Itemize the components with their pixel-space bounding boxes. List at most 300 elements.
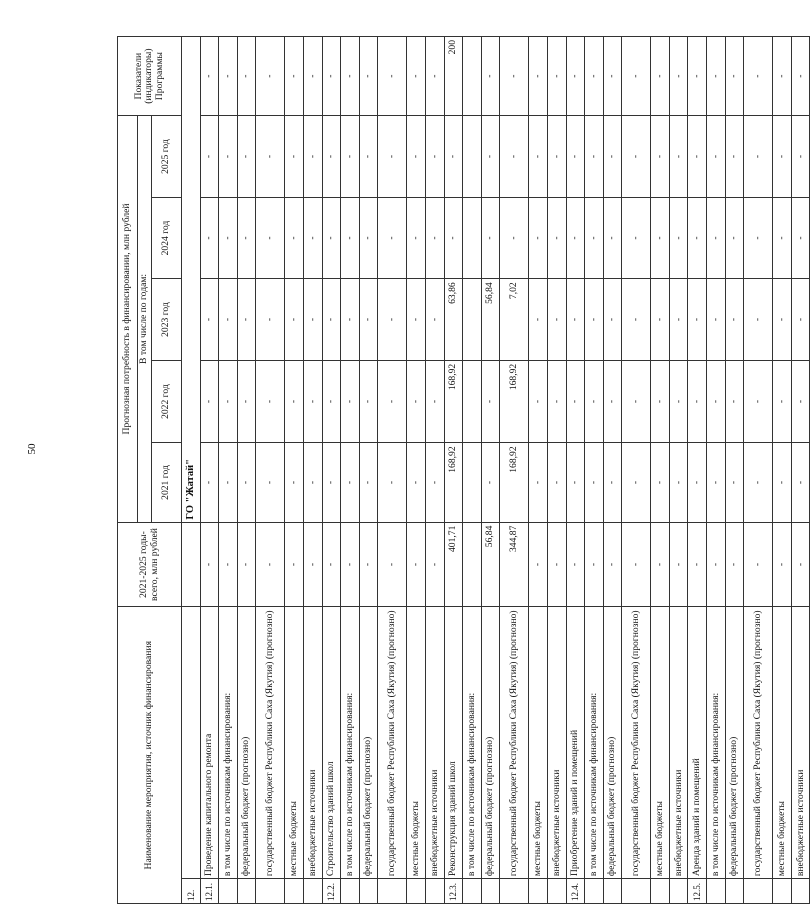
row-y2021: -	[256, 443, 285, 522]
row-y2021: -	[547, 443, 566, 522]
row-code	[725, 879, 744, 904]
row-ind: -	[378, 37, 407, 116]
row-y2022: -	[200, 360, 219, 443]
row-y2023: -	[303, 279, 322, 360]
row-code	[669, 879, 688, 904]
row-ind: -	[219, 37, 238, 116]
row-y2024: -	[744, 197, 773, 278]
table-row	[669, 37, 688, 904]
row-total: -	[791, 522, 810, 607]
row-y2024: -	[444, 197, 463, 278]
row-total: -	[425, 522, 444, 607]
row-ind: -	[200, 37, 219, 116]
row-y2023: -	[725, 279, 744, 360]
table-row	[407, 37, 426, 904]
row-y2024: -	[303, 197, 322, 278]
row-y2021: -	[707, 443, 726, 522]
table-row	[425, 37, 444, 904]
row-y2022: -	[744, 360, 773, 443]
row-y2025: -	[566, 116, 585, 198]
row-y2021: -	[481, 443, 500, 522]
row-y2023: -	[529, 279, 548, 360]
row-y2022: 168,92	[444, 360, 463, 443]
row-ind: -	[285, 37, 304, 116]
row-y2025: -	[407, 116, 426, 198]
row-y2022: -	[651, 360, 670, 443]
row-code	[463, 879, 482, 904]
row-total: -	[566, 522, 585, 607]
row-name: в том числе по источникам финансирования:	[585, 607, 604, 879]
row-y2025: -	[725, 116, 744, 198]
funding-table	[117, 36, 810, 904]
row-y2021: 168,92	[444, 443, 463, 522]
row-y2023: -	[707, 279, 726, 360]
table-row	[378, 37, 407, 904]
row-name: внебюджетные источники	[791, 607, 810, 879]
row-ind: -	[651, 37, 670, 116]
row-y2021: -	[651, 443, 670, 522]
row-name: федеральный бюджет (прогнозно)	[481, 607, 500, 879]
row-code: 12.1.	[200, 879, 219, 904]
row-name: государственный бюджет Республики Саха (Якутия) (прогнозно)	[744, 607, 773, 879]
page-number: 50	[26, 443, 38, 455]
row-y2021: -	[285, 443, 304, 522]
row-ind: -	[407, 37, 426, 116]
row-y2023: -	[200, 279, 219, 360]
row-name: местные бюджеты	[529, 607, 548, 879]
row-ind: -	[744, 37, 773, 116]
row-code: 12.4.	[566, 879, 585, 904]
row-y2022: -	[322, 360, 341, 443]
row-y2025: -	[791, 116, 810, 198]
row-total: -	[622, 522, 651, 607]
row-code	[481, 879, 500, 904]
row-y2024: -	[200, 197, 219, 278]
row-y2024: -	[500, 197, 529, 278]
row-y2022: -	[688, 360, 707, 443]
table-row	[303, 37, 322, 904]
row-y2022: -	[603, 360, 622, 443]
row-ind: -	[603, 37, 622, 116]
row-name: внебюджетные источники	[425, 607, 444, 879]
row-total: -	[256, 522, 285, 607]
row-name: Аренда зданий и помещений	[688, 607, 707, 879]
row-y2021: -	[725, 443, 744, 522]
row-name	[182, 607, 201, 879]
header-year-2022: 2022 год	[152, 360, 182, 443]
row-ind: -	[622, 37, 651, 116]
row-name: в том числе по источникам финансирования:	[463, 607, 482, 879]
row-y2023: -	[688, 279, 707, 360]
row-total: -	[407, 522, 426, 607]
row-total: -	[303, 522, 322, 607]
row-y2022: -	[529, 360, 548, 443]
table-row	[773, 37, 792, 904]
row-name: в том числе по источникам финансирования:	[341, 607, 360, 879]
row-y2024: -	[425, 197, 444, 278]
row-total: -	[322, 522, 341, 607]
row-y2025: -	[622, 116, 651, 198]
row-y2024: -	[547, 197, 566, 278]
row-y2025: -	[359, 116, 378, 198]
row-y2025: -	[481, 116, 500, 198]
row-y2021: -	[688, 443, 707, 522]
row-y2023: -	[219, 279, 238, 360]
row-code: 12.3.	[444, 879, 463, 904]
row-name: государственный бюджет Республики Саха (Якутия) (прогнозно)	[256, 607, 285, 879]
table-row	[444, 37, 463, 904]
row-y2025: -	[341, 116, 360, 198]
row-name: федеральный бюджет (прогнозно)	[603, 607, 622, 879]
row-y2022: -	[219, 360, 238, 443]
row-code	[547, 879, 566, 904]
row-name: местные бюджеты	[651, 607, 670, 879]
table-row	[603, 37, 622, 904]
row-y2025: -	[425, 116, 444, 198]
row-name: государственный бюджет Республики Саха (Якутия) (прогнозно)	[500, 607, 529, 879]
row-y2023: -	[322, 279, 341, 360]
row-ind: -	[359, 37, 378, 116]
row-y2024: -	[707, 197, 726, 278]
row-y2025: -	[322, 116, 341, 198]
row-y2022: -	[285, 360, 304, 443]
row-y2021	[463, 443, 482, 522]
row-y2022: -	[359, 360, 378, 443]
row-y2024: -	[341, 197, 360, 278]
row-ind: -	[669, 37, 688, 116]
row-y2023: -	[407, 279, 426, 360]
row-y2025: -	[237, 116, 256, 198]
row-total: -	[669, 522, 688, 607]
table-row	[791, 37, 810, 904]
row-y2021: -	[407, 443, 426, 522]
row-ind: -	[585, 37, 604, 116]
row-y2024: -	[237, 197, 256, 278]
row-total: -	[773, 522, 792, 607]
header-forecast: Прогнозная потребность в финансировании, млн рублей	[118, 116, 138, 522]
row-code	[237, 879, 256, 904]
table-row	[237, 37, 256, 904]
row-name: государственный бюджет Республики Саха (Якутия) (прогнозно)	[378, 607, 407, 879]
table-row	[285, 37, 304, 904]
row-ind: -	[322, 37, 341, 116]
row-y2024: -	[359, 197, 378, 278]
row-name: местные бюджеты	[285, 607, 304, 879]
row-total: -	[688, 522, 707, 607]
row-name: Проведение капитального ремонта	[200, 607, 219, 879]
row-total: -	[200, 522, 219, 607]
row-y2025: -	[651, 116, 670, 198]
row-y2023	[463, 279, 482, 360]
row-y2024: -	[219, 197, 238, 278]
row-y2021: -	[585, 443, 604, 522]
row-y2021: -	[622, 443, 651, 522]
row-y2025: -	[547, 116, 566, 198]
row-y2022: -	[407, 360, 426, 443]
row-y2023: -	[359, 279, 378, 360]
table-row	[566, 37, 585, 904]
row-code	[773, 879, 792, 904]
row-total: -	[744, 522, 773, 607]
table-row	[200, 37, 219, 904]
row-total: -	[603, 522, 622, 607]
row-code	[407, 879, 426, 904]
row-y2021: -	[425, 443, 444, 522]
table-row	[182, 37, 201, 904]
row-y2024: -	[256, 197, 285, 278]
table-row	[585, 37, 604, 904]
row-y2025: -	[707, 116, 726, 198]
row-name: местные бюджеты	[407, 607, 426, 879]
row-y2024: -	[669, 197, 688, 278]
row-y2025: -	[378, 116, 407, 198]
row-y2025: -	[585, 116, 604, 198]
row-name: государственный бюджет Республики Саха (Якутия) (прогнозно)	[622, 607, 651, 879]
row-ind: -	[303, 37, 322, 116]
row-y2023: -	[651, 279, 670, 360]
row-y2023: -	[744, 279, 773, 360]
row-y2023: -	[256, 279, 285, 360]
row-name: Реконструкция зданий школ	[444, 607, 463, 879]
row-code: 12.5.	[688, 879, 707, 904]
row-y2024: -	[622, 197, 651, 278]
row-y2025: -	[256, 116, 285, 198]
table-row	[500, 37, 529, 904]
row-y2021: -	[566, 443, 585, 522]
row-y2021: -	[303, 443, 322, 522]
row-y2024: -	[688, 197, 707, 278]
row-y2021: -	[219, 443, 238, 522]
row-ind: -	[481, 37, 500, 116]
row-code	[603, 879, 622, 904]
row-y2022: -	[303, 360, 322, 443]
row-y2025: -	[688, 116, 707, 198]
row-total: -	[651, 522, 670, 607]
table-row	[651, 37, 670, 904]
row-y2022: -	[791, 360, 810, 443]
row-y2023: -	[773, 279, 792, 360]
row-y2025: -	[669, 116, 688, 198]
row-ind: -	[688, 37, 707, 116]
row-name: Строительство зданий школ	[322, 607, 341, 879]
row-y2022: -	[378, 360, 407, 443]
row-y2024: -	[529, 197, 548, 278]
row-y2023: -	[341, 279, 360, 360]
row-total	[182, 522, 201, 607]
row-ind: -	[500, 37, 529, 116]
row-y2024: -	[407, 197, 426, 278]
row-y2021: -	[322, 443, 341, 522]
row-code	[791, 879, 810, 904]
row-y2025: -	[744, 116, 773, 198]
row-y2023: -	[425, 279, 444, 360]
row-y2024	[463, 197, 482, 278]
row-code	[303, 879, 322, 904]
row-code: 12.2.	[322, 879, 341, 904]
row-code	[285, 879, 304, 904]
row-code	[529, 879, 548, 904]
row-ind: -	[707, 37, 726, 116]
row-y2021: -	[529, 443, 548, 522]
row-y2023: -	[791, 279, 810, 360]
row-ind: -	[566, 37, 585, 116]
region-label: ГО "Жатай"	[182, 37, 201, 523]
row-y2021: -	[341, 443, 360, 522]
row-y2023: -	[378, 279, 407, 360]
table-row	[481, 37, 500, 904]
row-code	[622, 879, 651, 904]
row-y2025: -	[529, 116, 548, 198]
row-y2022: -	[425, 360, 444, 443]
row-total: -	[547, 522, 566, 607]
row-y2025: -	[500, 116, 529, 198]
row-y2021: -	[669, 443, 688, 522]
row-code	[744, 879, 773, 904]
table-row	[688, 37, 707, 904]
row-name: в том числе по источникам финансирования:	[707, 607, 726, 879]
row-y2022: -	[547, 360, 566, 443]
table-row	[359, 37, 378, 904]
row-code	[425, 879, 444, 904]
row-y2022: 168,92	[500, 360, 529, 443]
row-y2025: -	[303, 116, 322, 198]
row-y2024: -	[773, 197, 792, 278]
row-y2022: -	[341, 360, 360, 443]
header-year-2023: 2023 год	[152, 279, 182, 360]
row-total: -	[219, 522, 238, 607]
row-code	[585, 879, 604, 904]
row-y2022: -	[707, 360, 726, 443]
row-total: 344,87	[500, 522, 529, 607]
row-y2022: -	[585, 360, 604, 443]
table-row	[529, 37, 548, 904]
row-y2025	[463, 116, 482, 198]
row-y2022: -	[669, 360, 688, 443]
row-ind	[463, 37, 482, 116]
row-ind: -	[725, 37, 744, 116]
row-y2024: -	[585, 197, 604, 278]
row-ind: -	[256, 37, 285, 116]
row-name: внебюджетные источники	[303, 607, 322, 879]
row-y2023: -	[603, 279, 622, 360]
row-y2024: -	[725, 197, 744, 278]
row-total: -	[341, 522, 360, 607]
header-indicators: Показатели (индикаторы) Программы	[118, 37, 182, 116]
row-y2022: -	[256, 360, 285, 443]
row-y2025: -	[603, 116, 622, 198]
header-year-2025: 2025 год	[152, 116, 182, 198]
row-name: федеральный бюджет (прогнозно)	[359, 607, 378, 879]
table-row	[725, 37, 744, 904]
row-y2023: -	[585, 279, 604, 360]
row-y2025: -	[444, 116, 463, 198]
row-y2022: -	[773, 360, 792, 443]
row-total: -	[378, 522, 407, 607]
row-y2022	[463, 360, 482, 443]
row-y2025: -	[773, 116, 792, 198]
row-y2022: -	[622, 360, 651, 443]
row-y2022: -	[566, 360, 585, 443]
row-y2021: -	[200, 443, 219, 522]
row-ind: -	[529, 37, 548, 116]
row-total: -	[237, 522, 256, 607]
row-ind: -	[547, 37, 566, 116]
row-y2023: -	[669, 279, 688, 360]
row-code	[651, 879, 670, 904]
row-y2024: -	[322, 197, 341, 278]
row-total: -	[725, 522, 744, 607]
row-total: -	[529, 522, 548, 607]
rotated-table-wrapper	[117, 36, 806, 904]
row-code: 12.	[182, 879, 201, 904]
row-code	[500, 879, 529, 904]
header-name: Наименование мероприятия, источник финансирования	[118, 607, 182, 904]
row-y2023: -	[566, 279, 585, 360]
row-code	[219, 879, 238, 904]
row-code	[359, 879, 378, 904]
row-code	[378, 879, 407, 904]
table-row	[744, 37, 773, 904]
row-y2021: -	[791, 443, 810, 522]
row-name: местные бюджеты	[773, 607, 792, 879]
row-y2023: -	[237, 279, 256, 360]
row-y2023: -	[622, 279, 651, 360]
row-code	[256, 879, 285, 904]
row-y2024: -	[378, 197, 407, 278]
table-row	[707, 37, 726, 904]
row-ind: 200	[444, 37, 463, 116]
row-code	[341, 879, 360, 904]
row-ind: -	[791, 37, 810, 116]
row-y2024: -	[791, 197, 810, 278]
row-y2023: 7,02	[500, 279, 529, 360]
row-y2023: -	[547, 279, 566, 360]
table-row	[622, 37, 651, 904]
row-y2022: -	[725, 360, 744, 443]
table-row	[322, 37, 341, 904]
row-total	[463, 522, 482, 607]
row-name: Приобретение зданий и помещений	[566, 607, 585, 879]
row-y2024: -	[651, 197, 670, 278]
table-row	[256, 37, 285, 904]
header-by-years: В том числе по годам:	[138, 116, 152, 522]
row-y2024: -	[566, 197, 585, 278]
header-year-2024: 2024 год	[152, 197, 182, 278]
row-total: 56,84	[481, 522, 500, 607]
row-y2024: -	[285, 197, 304, 278]
row-y2025: -	[285, 116, 304, 198]
row-y2021: -	[744, 443, 773, 522]
table-row	[219, 37, 238, 904]
row-name: в том числе по источникам финансирования:	[219, 607, 238, 879]
row-y2023: -	[285, 279, 304, 360]
row-code	[707, 879, 726, 904]
row-ind: -	[425, 37, 444, 116]
row-ind: -	[773, 37, 792, 116]
row-y2021: -	[603, 443, 622, 522]
row-y2022: -	[481, 360, 500, 443]
row-total: -	[707, 522, 726, 607]
row-name: федеральный бюджет (прогнозно)	[725, 607, 744, 879]
row-name: федеральный бюджет (прогнозно)	[237, 607, 256, 879]
row-y2022: -	[237, 360, 256, 443]
row-total: -	[585, 522, 604, 607]
row-y2021: -	[359, 443, 378, 522]
row-y2025: -	[219, 116, 238, 198]
table-row	[341, 37, 360, 904]
row-total: -	[359, 522, 378, 607]
row-y2024: -	[603, 197, 622, 278]
